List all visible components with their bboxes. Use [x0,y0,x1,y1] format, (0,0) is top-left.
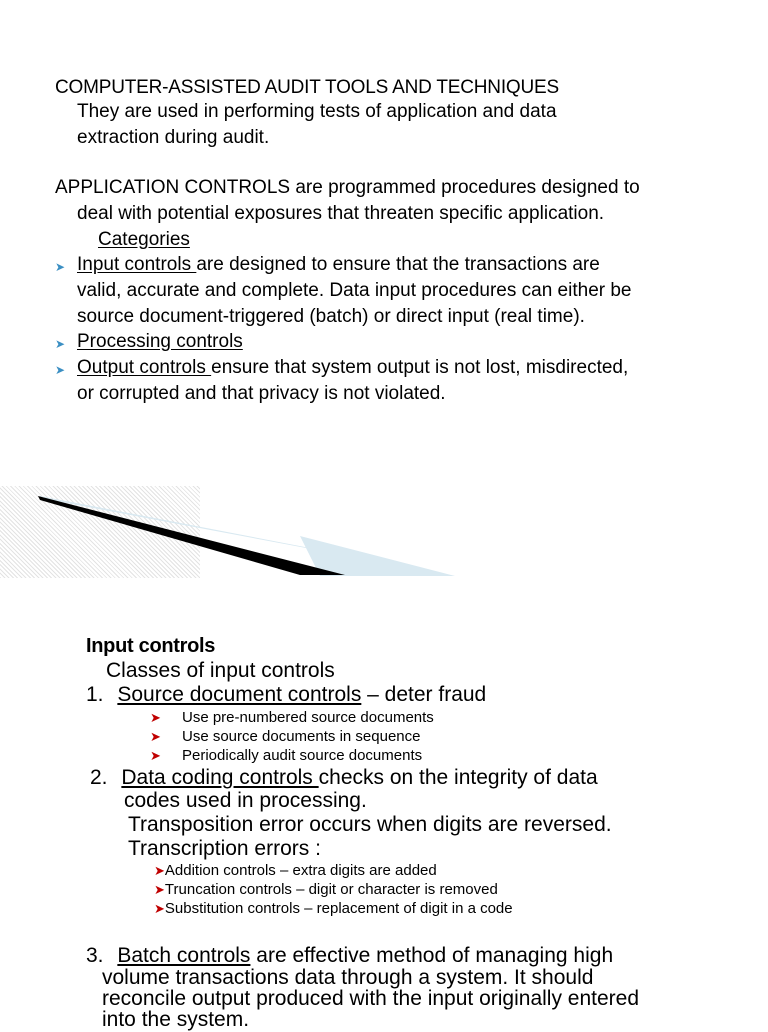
item-number: 2. [90,766,108,789]
item-2 [90,766,598,790]
bullet-1-cont-1: valid, accurate and complete. Data input procedures can either be [77,280,632,301]
sub-item-text: Use source documents in sequence [182,728,421,745]
item-3-cont-1: volume transactions data through a system. It should [102,966,594,989]
bullet-1-cont-2: source document-triggered (batch) or direct input (real time). [77,306,585,327]
item-3-rest: are effective method of managing high [250,944,614,967]
slide-divider-swoosh [0,480,768,580]
item-1 [86,683,486,707]
bullet-3-cont-1: or corrupted and that privacy is not violated. [77,383,446,404]
item-3 [86,944,613,968]
bullet-text: are designed to ensure that the transactions are [196,254,600,275]
source-document-controls-link[interactable]: Source document controls [117,683,362,706]
blue-chevron-icon: ➤ [55,260,66,274]
red-arrowhead-icon: ➤ [150,710,161,725]
app-controls-line-1: APPLICATION CONTROLS are programmed procedures designed to [55,177,640,198]
sub-item-text: Use pre-numbered source documents [182,709,434,726]
bullet-input-controls [77,254,600,276]
categories-label: Categories [98,229,190,250]
item-3-cont-2: reconcile output produced with the input originally entered [102,987,640,1010]
sub-item-text: Periodically audit source documents [182,747,423,764]
slide-2 [0,580,768,1031]
sub-item [154,900,513,917]
blue-chevron-icon: ➤ [55,363,66,377]
bullet-processing-controls [77,331,243,353]
sub-item [154,862,437,879]
classes-label: Classes of input controls [106,659,335,682]
transcription-text: Transcription errors : [128,837,321,860]
bullet-text: ensure that system output is not lost, misdirected, [211,357,629,378]
intro-line-2: extraction during audit. [77,127,270,148]
sub-item-text: Truncation controls – digit or character is removed [164,881,498,898]
red-arrowhead-icon: ➤ [154,863,165,878]
red-arrowhead-icon: ➤ [150,748,161,763]
red-arrowhead-icon: ➤ [154,901,165,916]
item-1-rest: – deter fraud [361,683,487,706]
input-controls-link[interactable]: Input controls [77,254,197,275]
data-coding-controls-link[interactable]: Data coding controls [121,766,319,789]
item-number: 1. [86,683,104,706]
app-controls-line-2: deal with potential exposures that threaten specific application. [77,203,605,224]
output-controls-link[interactable]: Output controls [77,357,212,378]
item-2-cont: codes used in processing. [124,789,367,812]
red-arrowhead-icon: ➤ [150,729,161,744]
sub-item [150,728,421,745]
item-2-rest: checks on the integrity of data [318,766,598,789]
sub-item [154,881,498,898]
slide-1-title: COMPUTER-ASSISTED AUDIT TOOLS AND TECHNIQUES [55,77,559,98]
red-arrowhead-icon: ➤ [154,882,165,897]
sub-item [150,747,423,764]
sub-item-text: Substitution controls – replacement of digit in a code [164,900,513,917]
slide-2-heading: Input controls [86,635,216,657]
item-3-cont-3: into the system. [102,1008,250,1031]
blue-chevron-icon: ➤ [55,337,66,351]
sub-item-text: Addition controls – extra digits are added [164,862,437,879]
sub-item [150,709,434,726]
processing-controls-link[interactable]: Processing controls [77,331,243,352]
transposition-text: Transposition error occurs when digits are reversed. [128,813,612,836]
intro-line-1: They are used in performing tests of application and data [77,101,557,122]
bullet-output-controls [77,357,628,379]
batch-controls-link[interactable]: Batch controls [117,944,251,967]
item-number: 3. [86,944,104,967]
